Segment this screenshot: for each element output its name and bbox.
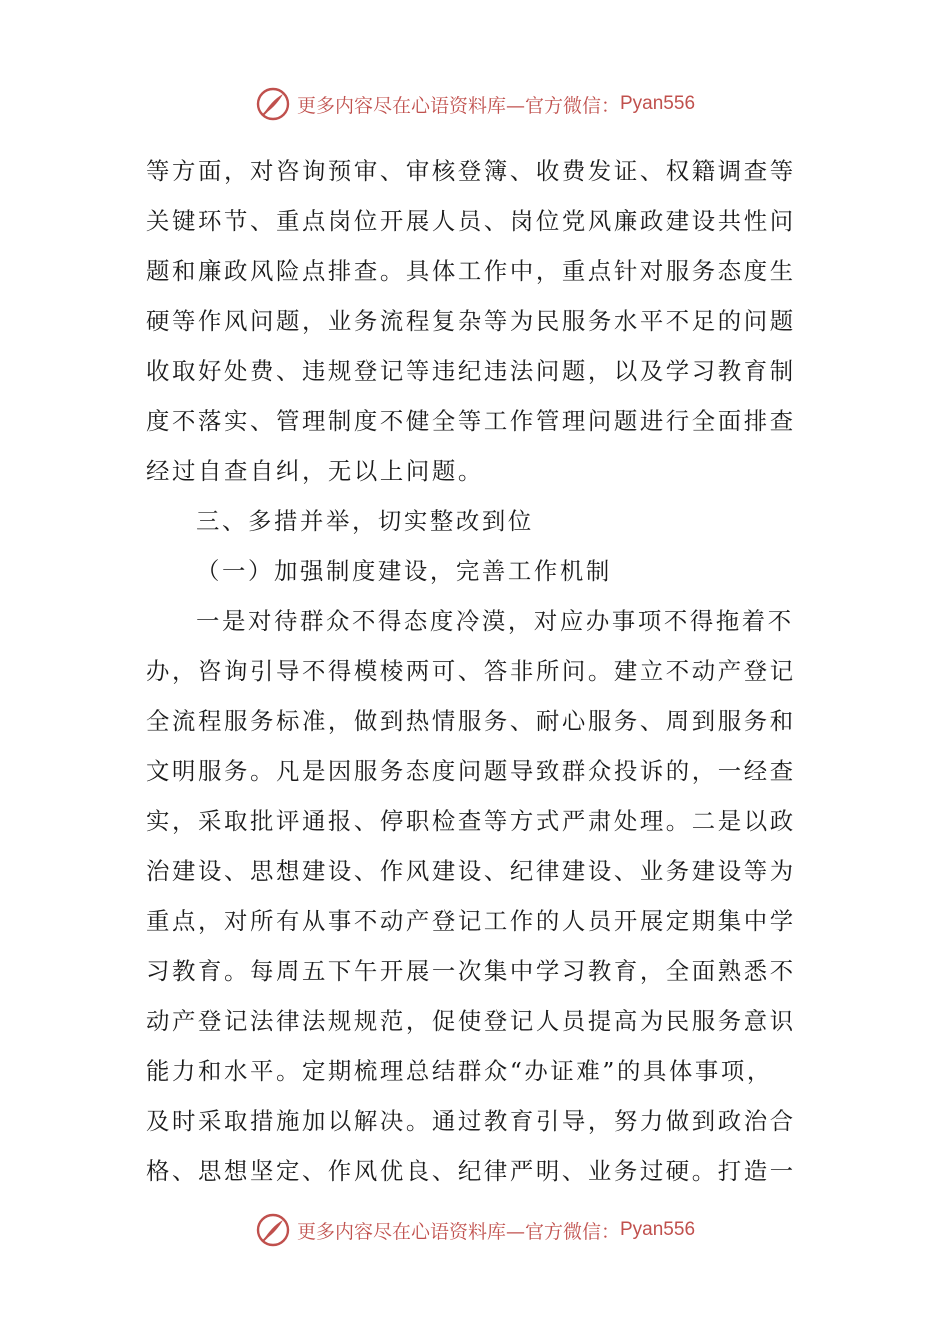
banner-wechat-handle: Pyan556: [620, 93, 696, 114]
body-line: 一是对待群众不得态度冷漠，对应办事项不得拖着不: [196, 607, 794, 635]
section-heading: 三、多措并举，切实整改到位: [196, 507, 534, 535]
body-line: 全流程服务标准，做到热情服务、耐心服务、周到服务和: [146, 707, 796, 735]
body-line: 治建设、思想建设、作风建设、纪律建设、业务建设等为: [146, 857, 796, 885]
footer-watermark-banner: [0, 1210, 950, 1250]
body-line: 硬等作风问题，业务流程复杂等为民服务水平不足的问题: [146, 307, 796, 335]
body-line: 动产登记法律法规规范，促使登记人员提高为民服务意识: [146, 1007, 796, 1035]
body-line: 能力和水平。定期梳理总结群众“办证难”的具体事项，: [146, 1057, 773, 1085]
quill-pen-logo-icon: [255, 1212, 291, 1248]
quill-pen-logo-icon: [255, 86, 291, 122]
body-line: 及时采取措施加以解决。通过教育引导，努力做到政治合: [146, 1107, 796, 1135]
body-line: 经过自查自纠，无以上问题。: [146, 457, 484, 485]
banner-text: 更多内容尽在心语资料库—官方微信：: [296, 1220, 620, 1243]
body-line: 题和廉政风险点排查。具体工作中，重点针对服务态度生: [146, 257, 796, 285]
body-line: 收取好处费、违规登记等违纪违法问题，以及学习教育制: [146, 357, 796, 385]
banner-wechat-handle: Pyan556: [620, 1219, 696, 1240]
header-watermark-banner: [0, 84, 950, 124]
body-line: 文明服务。凡是因服务态度问题导致群众投诉的，一经查: [146, 757, 796, 785]
body-line: 习教育。每周五下午开展一次集中学习教育，全面熟悉不: [146, 957, 796, 985]
body-line: 重点，对所有从事不动产登记工作的人员开展定期集中学: [146, 907, 796, 935]
body-line: 办，咨询引导不得模棱两可、答非所问。建立不动产登记: [146, 657, 796, 685]
banner-text: 更多内容尽在心语资料库—官方微信：: [296, 94, 620, 117]
subsection-heading: （一）加强制度建设，完善工作机制: [196, 557, 612, 585]
body-line: 关键环节、重点岗位开展人员、岗位党风廉政建设共性问: [146, 207, 796, 235]
body-line: 格、思想坚定、作风优良、纪律严明、业务过硬。打造一: [146, 1157, 796, 1185]
body-line: 实，采取批评通报、停职检查等方式严肃处理。二是以政: [146, 807, 796, 835]
body-line: 等方面，对咨询预审、审核登簿、收费发证、权籍调查等: [146, 157, 796, 185]
body-line: 度不落实、管理制度不健全等工作管理问题进行全面排查: [146, 407, 796, 435]
